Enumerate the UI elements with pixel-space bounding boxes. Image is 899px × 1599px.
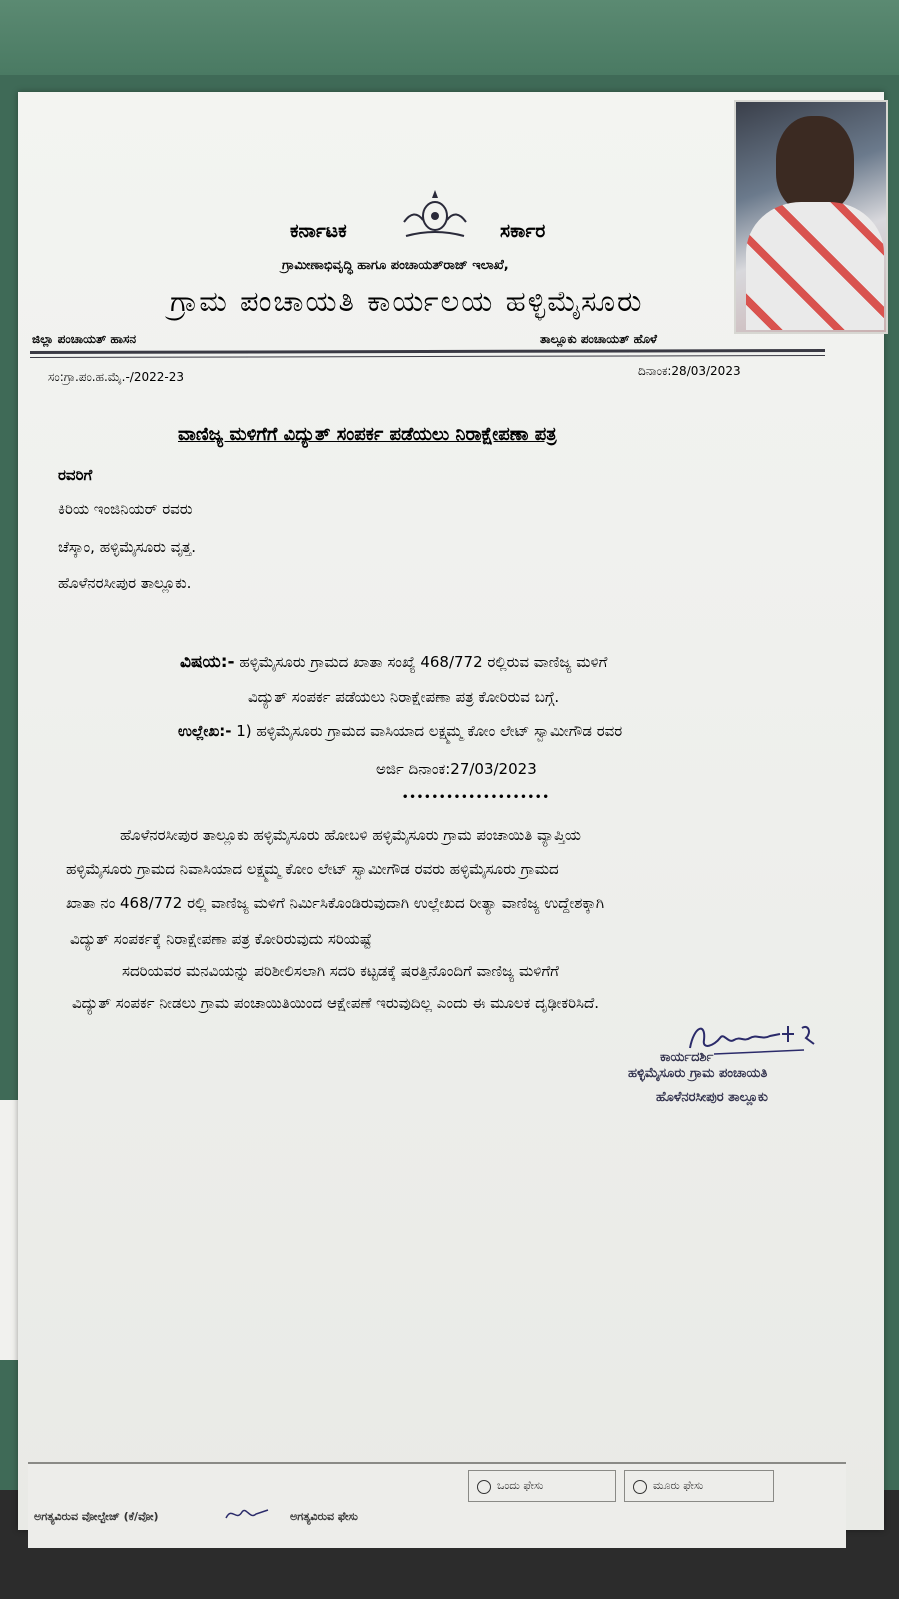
photo-clothing <box>746 202 884 330</box>
letter-date: ದಿನಾಂಕ:28/03/2023 <box>638 364 741 378</box>
taluk-panchayat: ತಾಲ್ಲೂಕು ಪಂಚಾಯತ್ ಹೊಳೆ <box>540 332 658 346</box>
recipient-salutation: ರವರಿಗೆ <box>58 466 93 484</box>
subject-line-1 <box>180 652 607 672</box>
initial-mark <box>224 1504 270 1524</box>
body-line-2: ಹಳ್ಳಿಮೈಸೂರು ಗ್ರಾಮದ ನಿವಾಸಿಯಾದ ಲಕ್ಷ್ಮಮ್ಮ ಕೋಂ ಲೇಟ್ ಸ್ವಾಮೀಗೌಡ ರವರು ಹಳ್ಳಿಮೈಸೂರು ಗ್ರಾಮದ <box>66 860 559 878</box>
signatory-office: ಹಳ್ಳಿಮೈಸೂರು ಗ್ರಾಮ ಪಂಚಾಯತಿ <box>628 1066 768 1081</box>
signatory-taluk: ಹೊಳೆನರಸೀಪುರ ತಾಲ್ಲೂಕು <box>656 1090 768 1105</box>
state-emblem-icon <box>400 186 470 244</box>
form-option-single-phase <box>468 1470 616 1502</box>
recipient-line-1: ಕಿರಿಯ ಇಂಜಿನಿಯರ್ ರವರು <box>58 500 193 518</box>
office-name: ಗ್ರಾಮ ಪಂಚಾಯತಿ ಕಾರ್ಯಲಯ ಹಳ್ಳಿಮೈಸೂರು <box>170 284 644 318</box>
body-line-3: ಖಾತಾ ನಂ 468/772 ರಲ್ಲಿ ವಾಣಿಜ್ಯ ಮಳಿಗೆ ನಿರ್ಮಿಸಿಕೊಂಡಿರುವುದಾಗಿ ಉಲ್ಲೇಖದ ರೀತ್ಯಾ ವಾಣಿಜ್ಯ ಉದ್ದೇಶಕ್ಕಾಗಿ <box>66 894 605 912</box>
body-line-5: ಸದರಿಯವರ ಮನವಿಯನ್ನು ಪರಿಶೀಲಿಸಲಾಗಿ ಸದರಿ ಕಟ್ಟಡಕ್ಕೆ ಷರತ್ತಿನೊಂದಿಗೆ ವಾಣಿಜ್ಯ ಮಳಿಗೆಗೆ <box>122 962 559 980</box>
form-option-three-phase <box>624 1470 774 1502</box>
reference-text-1: 1) ಹಳ್ಳಿಮೈಸೂರು ಗ್ರಾಮದ ವಾಸಿಯಾದ ಲಕ್ಷ್ಮಮ್ಮ ಕೋಂ ಲೇಟ್ ಸ್ವಾಮೀಗೌಡ ರವರ <box>236 722 623 740</box>
signatory-designation: ಕಾರ್ಯದರ್ಶಿ <box>660 1050 714 1065</box>
subject-text-1: ಹಳ್ಳಿಮೈಸೂರು ಗ್ರಾಮದ ಖಾತಾ ಸಂಖ್ಯೆ 468/772 ರಲ್ಲಿರುವ ವಾಣಿಜ್ಯ ಮಳಿಗೆ <box>239 653 608 671</box>
reference-number: ಸಂ:ಗ್ರಾ.ಪಂ.ಹ.ಮೈ.-/2022-23 <box>48 370 184 384</box>
applicant-photo <box>734 100 888 334</box>
form-phase-label: ಅಗತ್ಯವಿರುವ ಫೇಸು <box>290 1510 358 1523</box>
letter-title: ವಾಣಿಜ್ಯ ಮಳಿಗೆಗೆ ವಿದ್ಯುತ್ ಸಂಪರ್ಕ ಪಡೆಯಲು ನಿರಾಕ್ಷೇಪಣಾ ಪತ್ರ <box>178 424 557 445</box>
form-option-three-label: ಮೂರು ಫೇಸು <box>653 1479 704 1492</box>
recipient-line-3: ಹೊಳೆನರಸೀಪುರ ತಾಲ್ಲೂಕು. <box>58 574 192 592</box>
body-line-4: ವಿದ್ಯುತ್ ಸಂಪರ್ಕಕ್ಕೆ ನಿರಾಕ್ಷೇಪಣಾ ಪತ್ರ ಕೋರಿರುವುದು ಸರಿಯಷ್ಟೆ <box>70 930 372 948</box>
reference-line-1 <box>178 722 622 740</box>
recipient-line-2: ಚೆಸ್ಕಾಂ, ಹಳ್ಳಿಮೈಸೂರು ವೃತ್ತ. <box>58 538 197 556</box>
body-line-1: ಹೊಳೆನರಸೀಪುರ ತಾಲ್ಲೂಕು ಹಳ್ಳಿಮೈಸೂರು ಹೋಬಳಿ ಹಳ್ಳಿಮೈಸೂರು ಗ್ರಾಮ ಪಂಚಾಯಿತಿ ವ್ಯಾಪ್ತಿಯ <box>120 826 581 844</box>
subject-line-2: ವಿದ್ಯುತ್ ಸಂಪರ್ಕ ಪಡೆಯಲು ನಿರಾಕ್ಷೇಪಣಾ ಪತ್ರ ಕೋರಿರುವ ಬಗ್ಗೆ. <box>248 688 560 706</box>
govt-name-right: ಸರ್ಕಾರ <box>500 220 546 242</box>
underlying-form <box>28 1462 846 1548</box>
radio-circle-icon <box>477 1480 491 1494</box>
separator-dots: •••••••••••••••••••• <box>402 792 550 803</box>
govt-name-left: ಕರ್ನಾಟಕ <box>290 220 347 242</box>
reference-label: ಉಲ್ಲೇಖ:- <box>178 722 232 740</box>
form-option-one-label: ಒಂದು ಫೇಸು <box>497 1479 544 1492</box>
subject-label: ವಿಷಯ:- <box>180 652 235 672</box>
background-top <box>0 0 899 75</box>
reference-line-2: ಅರ್ಜಿ ದಿನಾಂಕ:27/03/2023 <box>376 760 537 778</box>
form-voltage-label: ಅಗತ್ಯವಿರುವ ವೋಲ್ಟೇಜ್ (ಕೆ/ವೋ) <box>34 1510 159 1523</box>
zilla-panchayat: ಜಿಲ್ಲಾ ಪಂಚಾಯತ್ ಹಾಸನ <box>32 332 136 346</box>
radio-circle-icon <box>633 1480 647 1494</box>
department-name: ಗ್ರಾಮೀಣಾಭಿವೃದ್ಧಿ ಹಾಗೂ ಪಂಚಾಯತ್‌ರಾಜ್ ಇಲಾಖೆ, <box>282 258 509 273</box>
photo-face <box>776 116 854 212</box>
body-line-6: ವಿದ್ಯುತ್ ಸಂಪರ್ಕ ನೀಡಲು ಗ್ರಾಮ ಪಂಚಾಯಿತಿಯಿಂದ ಆಕ್ಷೇಪಣೆ ಇರುವುದಿಲ್ಲ ಎಂದು ಈ ಮೂಲಕ ದೃಢೀಕರಿಸಿದೆ. <box>72 994 600 1012</box>
